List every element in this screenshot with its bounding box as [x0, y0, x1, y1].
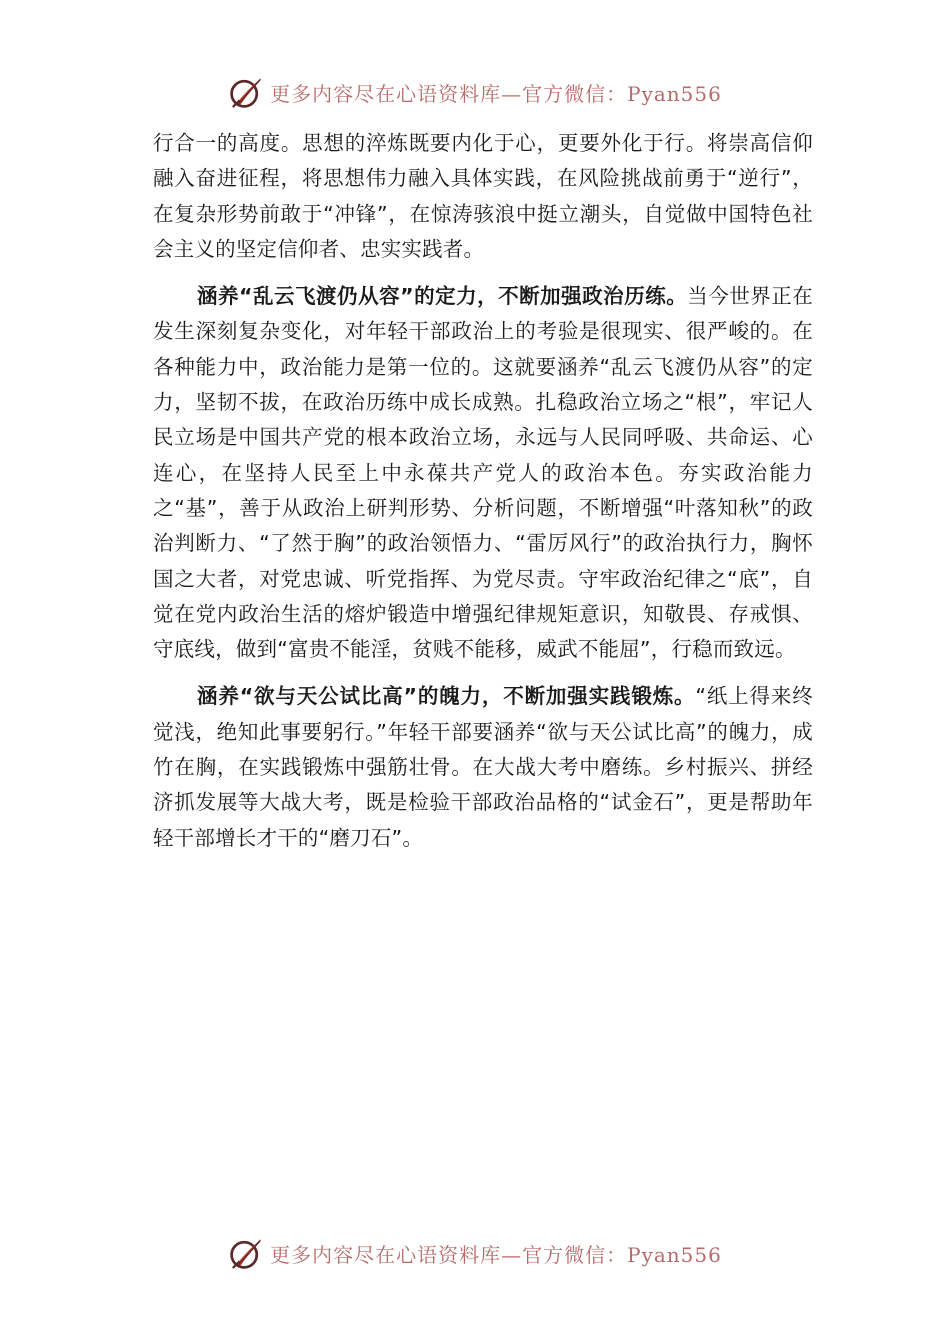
paragraph-2: [153, 279, 813, 667]
watermark-text: 更多内容尽在心语资料库—官方微信：Pyan556: [270, 81, 722, 106]
paragraph-1: [153, 126, 813, 267]
paragraph-text: “纸上得来终觉浅，绝知此事要躬行。”年轻干部要涵养“欲与天公试比高”的魄力，成竹在胸，在实践锻炼中强筋壮骨。在大战大考中磨练。乡村振兴、拼经济抓发展等大战大考，既是检验干部政治品格的“试金石”，更是帮助年轻干部增长才干的“磨刀石”。: [153, 684, 813, 850]
footer-watermark: [0, 1233, 950, 1273]
paragraph-text: 行合一的高度。思想的淬炼既要内化于心，更要外化于行。将崇高信仰融入奋进征程，将思想伟力融入具体实践，在风险挑战前勇于“逆行”，在复杂形势前敢于“冲锋”，在惊涛骇浪中挺立潮头，自觉做中国特色社会主义的坚定信仰者、忠实实践者。: [153, 131, 813, 261]
paragraph-3: [153, 679, 813, 855]
quill-pen-logo-icon: [228, 74, 264, 110]
paragraph-text: 当今世界正在发生深刻复杂变化，对年轻干部政治上的考验是很现实、很严峻的。在各种能力中，政治能力是第一位的。这就要涵养“乱云飞渡仍从容”的定力，坚韧不拔，在政治历练中成长成熟。扎稳政治立场之“根”，牢记人民立场是中国共产党的根本政治立场，永远与人民同呼吸、共命运、心连心，在坚持人民至上中永葆共产党人的政治本色。夯实政治能力之“基”，善于从政治上研判形势、分析问题，不断增强“叶落知秋”的政治判断力、“了然于胸”的政治领悟力、“雷厉风行”的政治执行力，胸怀国之大者，对党忠诚、听党指挥、为党尽责。守牢政治纪律之“底”，自觉在党内政治生活的熔炉锻造中增强纪律规矩意识，知敬畏、存戒惧、守底线，做到“富贵不能淫，贫贱不能移，威武不能屈”，行稳而致远。: [153, 284, 813, 662]
quill-pen-logo-icon: [228, 1235, 264, 1271]
header-watermark: [0, 72, 950, 112]
paragraph-lead: 涵养“乱云飞渡仍从容”的定力，不断加强政治历练。: [197, 284, 688, 309]
paragraph-lead: 涵养“欲与天公试比高”的魄力，不断加强实践锻炼。: [197, 684, 696, 709]
watermark-text: 更多内容尽在心语资料库—官方微信：Pyan556: [270, 1242, 722, 1267]
document-body: [153, 126, 813, 856]
